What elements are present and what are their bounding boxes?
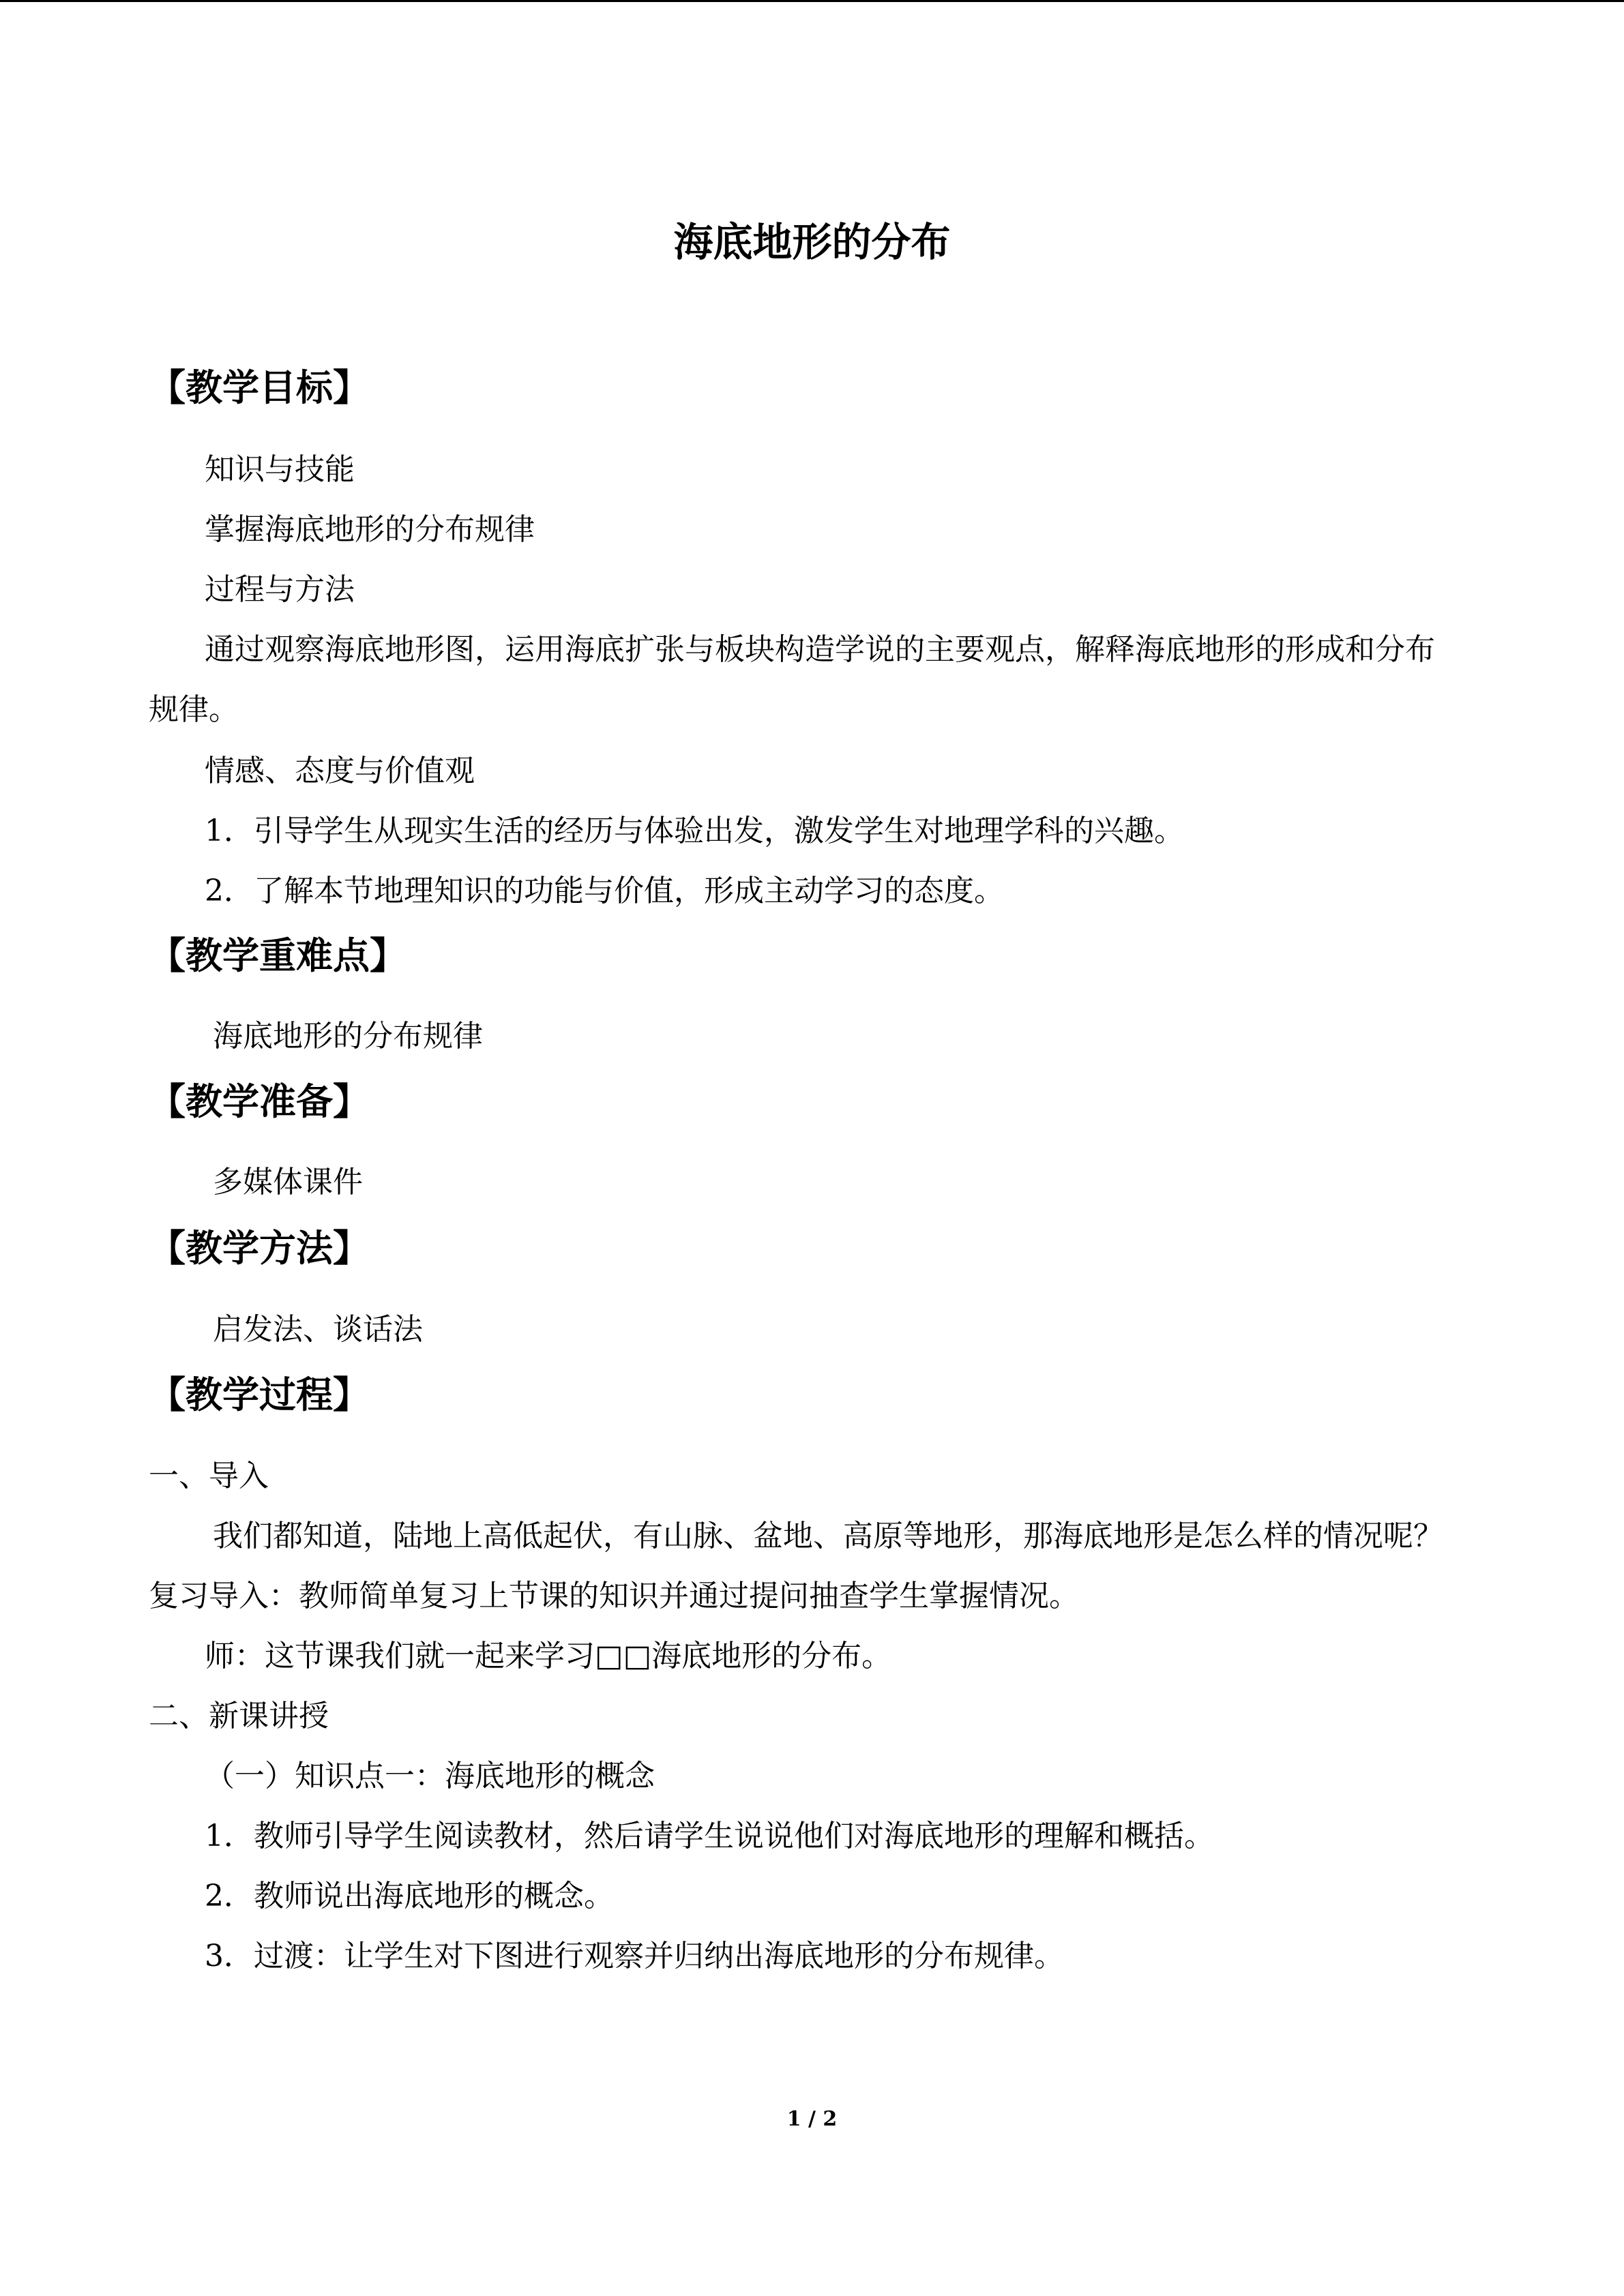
section-heading-key-points: 【教学重难点】 (149, 934, 407, 977)
section-heading-methods: 【教学方法】 (149, 1227, 370, 1270)
section-heading-goals: 【教学目标】 (149, 366, 370, 409)
goals-knowledge-label: 知识与技能 (205, 452, 355, 487)
goals-emotion-item-1: 1．引导学生从现实生活的经历与体验出发，激发学生对地理学科的兴趣。 (205, 814, 1184, 848)
goals-knowledge-text: 掌握海底地形的分布规律 (205, 512, 535, 547)
page-number: 1 / 2 (786, 2107, 838, 2131)
process-point-one: （一）知识点一：海底地形的概念 (205, 1759, 655, 1793)
section-heading-preparation: 【教学准备】 (149, 1080, 370, 1123)
process-step-2: 2．教师说出海底地形的概念。 (205, 1879, 614, 1913)
process-teacher-line: 师：这节课我们就一起来学习□□海底地形的分布。 (205, 1639, 892, 1673)
key-points-text: 海底地形的分布规律 (213, 1019, 483, 1054)
process-intro-text: 我们都知道，陆地上高低起伏，有山脉、盆地、高原等地形，那海底地形是怎么样的情况呢？复习导入：教师简单复习上节课的知识并通过提问抽查学生掌握情况。 (149, 1519, 1443, 1613)
goals-process-label: 过程与方法 (205, 572, 355, 607)
section-heading-process: 【教学过程】 (149, 1373, 370, 1416)
methods-text: 启发法、谈话法 (213, 1312, 423, 1347)
process-new-lesson-label: 二、新课讲授 (149, 1699, 329, 1733)
preparation-text: 多媒体课件 (213, 1165, 363, 1199)
document-title: 海底地形的分布 (673, 219, 951, 265)
goals-emotion-label: 情感、态度与价值观 (205, 754, 475, 788)
goals-emotion-item-2: 2．了解本节地理知识的功能与价值，形成主动学习的态度。 (205, 874, 1004, 908)
process-step-3: 3．过渡：让学生对下图进行观察并归纳出海底地形的分布规律。 (205, 1939, 1064, 1973)
goals-process-text: 通过观察海底地形图，运用海底扩张与板块构造学说的主要观点，解释海底地形的形成和分布规律。 (149, 632, 1435, 727)
process-intro-label: 一、导入 (149, 1459, 269, 1493)
process-step-1: 1．教师引导学生阅读教材，然后请学生说说他们对海底地形的理解和概括。 (205, 1819, 1214, 1853)
